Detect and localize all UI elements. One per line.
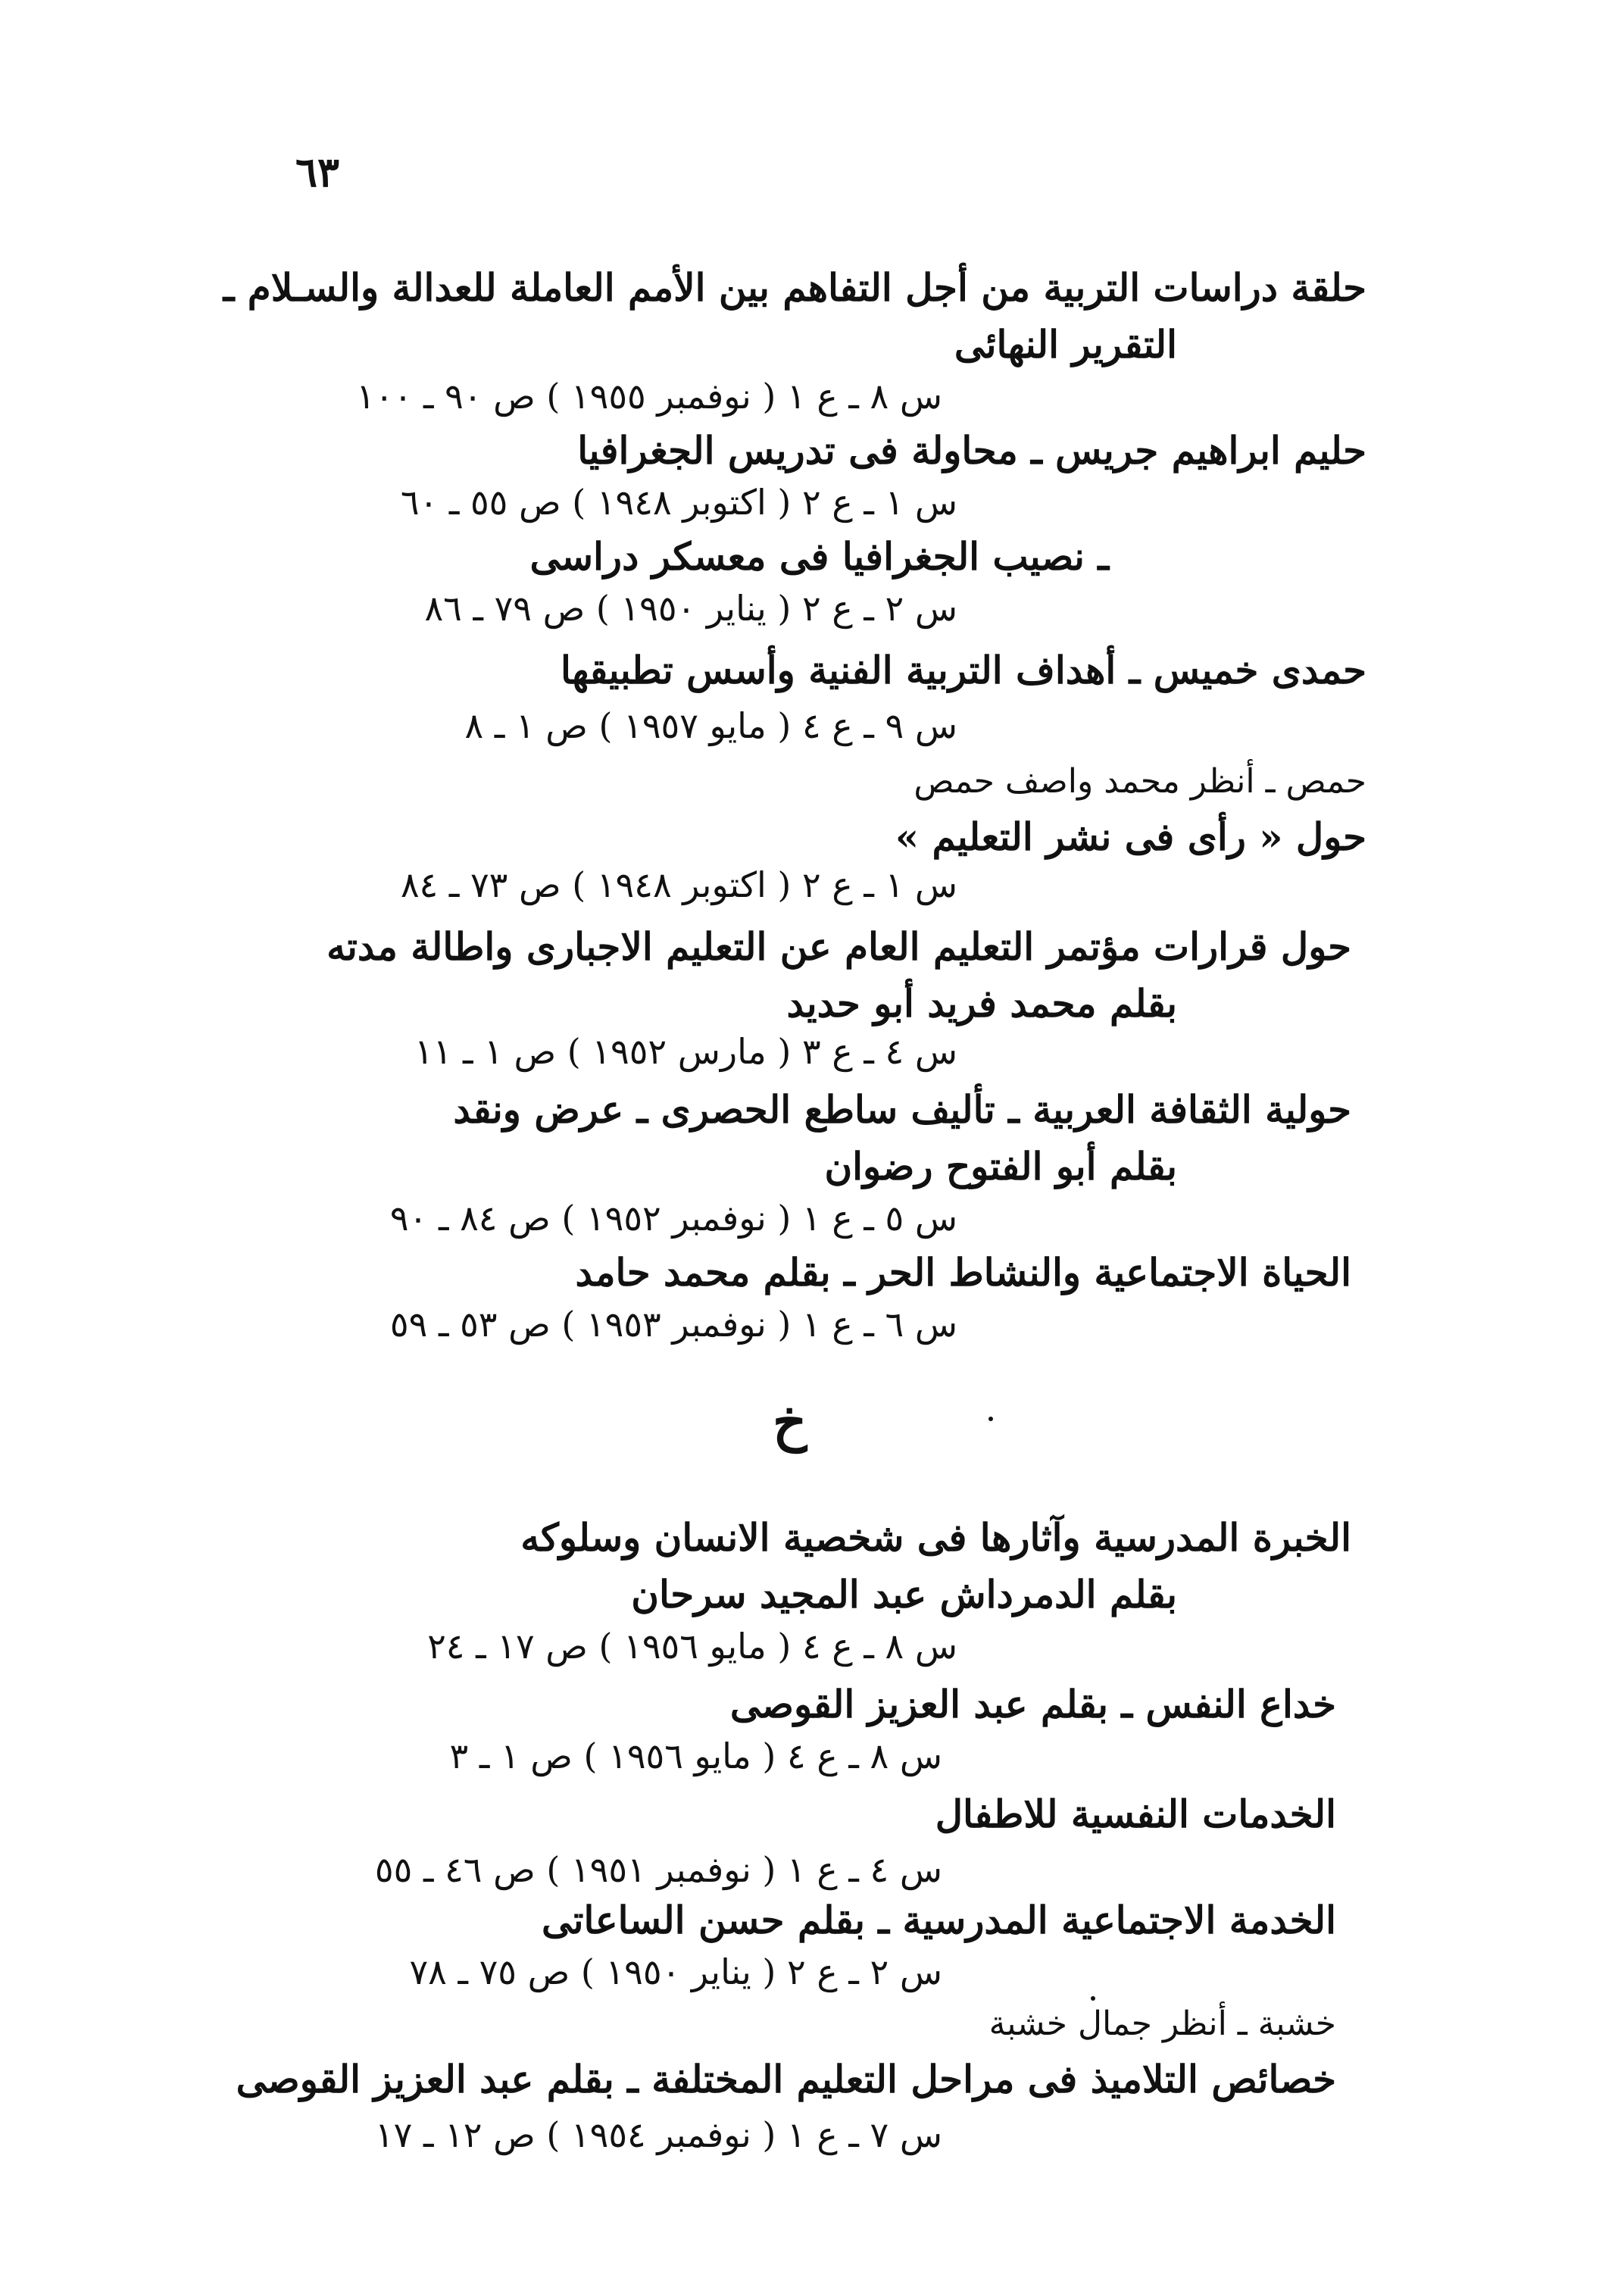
citation-line: س ٧ ـ ع ١ ( نوفمبر ١٩٥٤ ) ص ١٢ ـ ١٧: [374, 2114, 942, 2155]
entry-title-line: الخبرة المدرسية وآثارها فى شخصية الانسان وسلوكه: [520, 1515, 1351, 1560]
citation-line: س ٥ ـ ع ١ ( نوفمبر ١٩٥٢ ) ص ٨٤ ـ ٩٠: [389, 1198, 957, 1239]
page-number: ٦٣: [295, 148, 340, 196]
citation-line: س ٦ ـ ع ١ ( نوفمبر ١٩٥٣ ) ص ٥٣ ـ ٥٩: [389, 1304, 957, 1345]
citation-line: س ٩ ـ ع ٤ ( مايو ١٩٥٧ ) ص ١ ـ ٨: [464, 705, 957, 746]
entry-title-line: التقرير النهائى: [954, 322, 1177, 367]
stray-dot: [1091, 1996, 1095, 2001]
section-letter: خ: [773, 1390, 807, 1453]
entry-title-line: الحياة الاجتماعية والنشاط الحر ـ بقلم محمد حامد: [575, 1250, 1351, 1295]
entry-title-line: خصائص التلاميذ فى مراحل التعليم المختلفة ـ بقلم عبد العزيز القوصى: [236, 2057, 1336, 2101]
citation-line: س ٨ ـ ع ١ ( نوفمبر ١٩٥٥ ) ص ٩٠ ـ ١٠٠: [356, 376, 942, 417]
cross-reference-line: حمص ـ أنظر محمد واصف حمص: [914, 762, 1366, 801]
citation-line: س ٨ ـ ع ٤ ( مايو ١٩٥٦ ) ص ١ ـ ٣: [449, 1736, 942, 1776]
cross-reference-line: خشبة ـ أنظر جمال خشبة: [988, 2004, 1336, 2043]
entry-title-line: حليم ابراهيم جريس ـ محاولة فى تدريس الجغرافيا: [577, 428, 1366, 473]
entry-title-line: حمدى خميس ـ أهداف التربية الفنية وأسس تطبيقها: [561, 648, 1366, 692]
author-line: بقلم الدمرداش عبد المجيد سرحان: [631, 1572, 1177, 1617]
author-line: بقلم محمد فريد أبو حديد: [786, 981, 1177, 1026]
entry-title-line: الخدمة الاجتماعية المدرسية ـ بقلم حسن الساعاتى: [541, 1898, 1336, 1942]
entry-title-line: حولية الثقافة العربية ـ تأليف ساطع الحصرى ـ عرض ونقد: [453, 1087, 1351, 1132]
entry-title-line: خداع النفس ـ بقلم عبد العزيز القوصى: [729, 1682, 1336, 1726]
citation-line: س ٤ ـ ع ١ ( نوفمبر ١٩٥١ ) ص ٤٦ ـ ٥٥: [374, 1849, 942, 1890]
author-line: بقلم أبو الفتوح رضوان: [824, 1144, 1177, 1189]
citation-line: س ٢ ـ ع ٢ ( يناير ١٩٥٠ ) ص ٧٥ ـ ٧٨: [409, 1951, 942, 1992]
entry-title-line: حلقة دراسات التربية من أجل التفاهم بين الأمم العاملة للعدالة والسـلام ـ: [223, 265, 1366, 310]
citation-line: س ١ ـ ع ٢ ( اكتوبر ١٩٤٨ ) ص ٧٣ ـ ٨٤: [400, 864, 957, 905]
entry-title-line: حول « رأى فى نشر التعليم »: [895, 814, 1366, 859]
citation-line: س ٢ ـ ع ٢ ( يناير ١٩٥٠ ) ص ٧٩ ـ ٨٦: [424, 588, 957, 629]
citation-line: س ٤ ـ ع ٣ ( مارس ١٩٥٢ ) ص ١ ـ ١١: [414, 1031, 957, 1072]
stray-dot: [988, 1417, 993, 1421]
citation-line: س ١ ـ ع ٢ ( اكتوبر ١٩٤٨ ) ص ٥٥ ـ ٦٠: [400, 482, 957, 523]
entry-title-line: حول قرارات مؤتمر التعليم العام عن التعليم الاجبارى واطالة مدته: [326, 924, 1351, 969]
entry-title-line: الخدمات النفسية للاطفال: [935, 1792, 1336, 1836]
entry-title-line: ـ نصيب الجغرافيا فى معسكر دراسى: [529, 534, 1109, 579]
citation-line: س ٨ ـ ع ٤ ( مايو ١٩٥٦ ) ص ١٧ ـ ٢٤: [427, 1626, 957, 1667]
